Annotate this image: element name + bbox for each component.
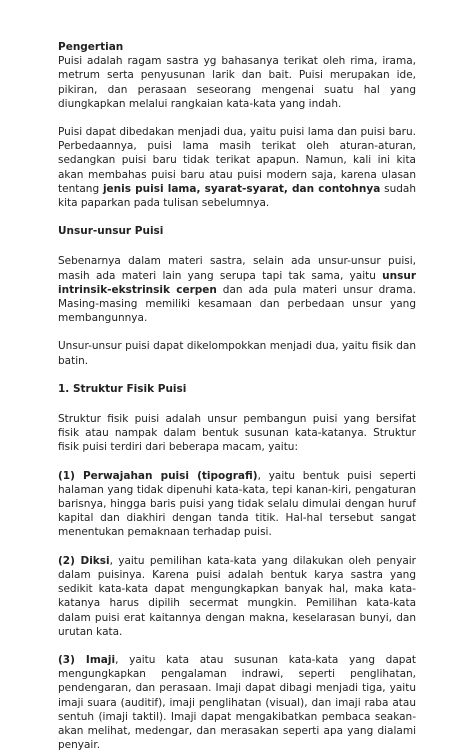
paragraph-puisi-types: Puisi dapat dibedakan menjadi dua, yaitu puisi lama dan puisi baru. Perbedaannya, puisi lama masih terikat oleh aturan-aturan, sedangkan puisi baru tidak terikat apapun. Namun, kali ini kita akan membahas puisi baru atau puisi modern saja, karena ulasan tentang jenis puisi lama, syarat-syarat, dan contohnya sudah kita paparkan pada tulisan sebelumnya.	[58, 126, 416, 210]
heading-struktur-fisik: 1. Struktur Fisik Puisi	[58, 382, 187, 395]
paragraph-struktur-intro: Struktur fisik puisi adalah unsur pembangun puisi yang bersifat fisik atau nampak dalam bentuk susunan kata-katanya. Struktur fisik puisi terdiri dari beberapa macam, yaitu:	[58, 413, 416, 454]
heading-unsur: Unsur-unsur Puisi	[58, 225, 164, 238]
bold-imaji: (3) Imaji	[58, 653, 116, 666]
heading-pengertian: Pengertian	[58, 41, 124, 53]
paragraph-definition: Puisi adalah ragam sastra yg bahasanya terikat oleh rima, irama, metrum serta penyusunan larik dan bait. Puisi merupakan ide, pikiran, dan perasaan seseorang mengenai suatu hal yang diungkapkan melalui rangkaian kata-kata yang indah.	[58, 55, 416, 110]
bold-tipografi: (1) Perwajahan puisi (tipografi)	[58, 469, 258, 482]
paragraph-tipografi: (1) Perwajahan puisi (tipografi), yaitu bentuk puisi seperti halaman yang tidak dipenuhi kata-kata, tepi kanan-kiri, pengaturan barisnya, hingga baris puisi yang tidak selalu dimulai dengan huruf kapital dan diakhiri dengan tanda titik. Hal-hal tersebut sangat menentukan pemaknaan terhadap puisi.	[58, 469, 416, 539]
bold-diksi: (2) Diksi	[58, 554, 110, 567]
paragraph-diksi: (2) Diksi, yaitu pemilihan kata-kata yang dilakukan oleh penyair dalam puisinya. Karena puisi adalah bentuk karya sastra yang sedikit kata-kata dapat mengungkapkan banyak hal, maka kata-katanya harus dipilih secermat mungkin. Pemilihan kata-kata dalam puisi erat kaitannya dengan makna, keselarasan bunyi, dan urutan kata.	[58, 554, 416, 638]
bold-link-puisi-lama: jenis puisi lama, syarat-syarat, dan contohnya	[102, 182, 381, 195]
bold-unsur-cerpen: unsur intrinsik-ekstrinsik cerpen	[58, 269, 416, 296]
paragraph-imaji: (3) Imaji, yaitu kata atau susunan kata-kata yang dapat mengungkapkan pengalaman indrawi, seperti penglihatan, pendengaran, dan perasaan. Imaji dapat dibagi menjadi tiga, yaitu imaji suara (auditif), imaji penglihatan (visual), dan imaji raba atau sentuh (imaji taktil). Imaji dapat mengakibatkan pembaca seakan-akan melihat, medengar, dan merasakan seperti apa yang dialami penyair.	[58, 653, 416, 752]
paragraph-grouping: Unsur-unsur puisi dapat dikelompokkan menjadi dua, yaitu fisik dan batin.	[58, 340, 416, 367]
paragraph-sastra: Sebenarnya dalam materi sastra, selain ada unsur-unsur puisi, masih ada materi lain yang serupa tapi tak sama, yaitu unsur intrinsik-ekstrinsik cerpen dan ada pula materi unsur drama. Masing-masing memiliki kesamaan dan perbedaan unsur yang membangunnya.	[58, 255, 416, 325]
